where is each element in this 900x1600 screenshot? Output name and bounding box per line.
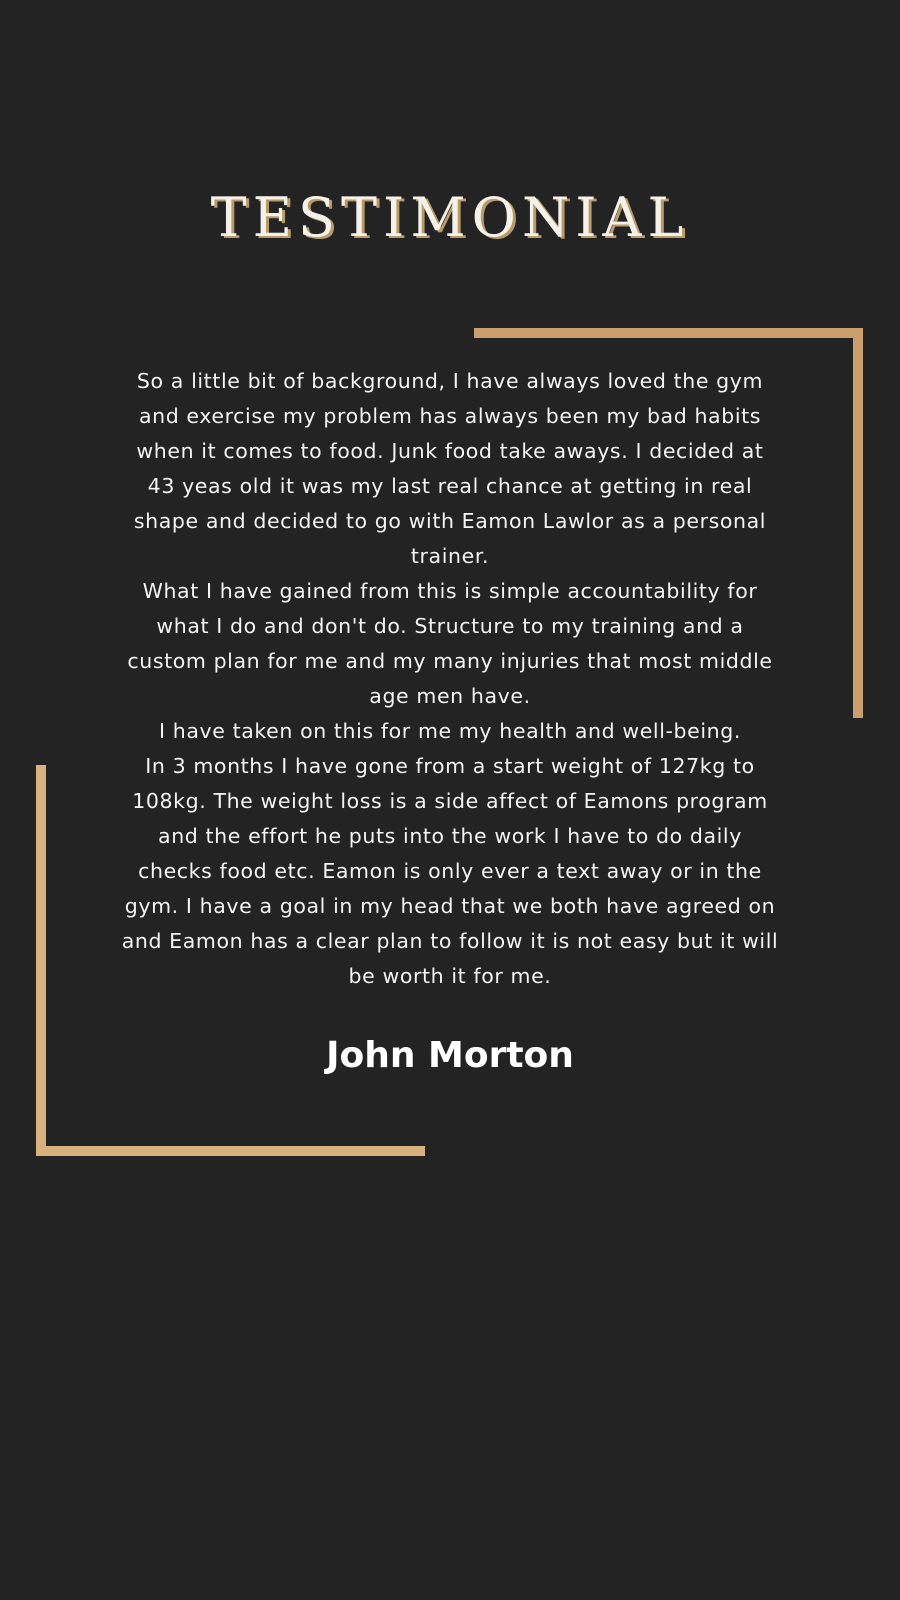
author-name: John Morton — [326, 1035, 574, 1076]
testimonial-paragraph: What I have gained from this is simple accountability for what I do and don't do. Structure to my training and a custom plan for me and my many injuries that most middle age men have. — [127, 579, 773, 708]
testimonial-paragraph: So a little bit of background, I have always loved the gym and exercise my problem has always been my bad habits when it comes to food. Junk food take aways. I decided at 43 yeas old it was my last real chance at getting in real shape and decided to go with Eamon Lawlor as a personal trainer. — [133, 369, 767, 568]
testimonial-paragraph: In 3 months I have gone from a start weight of 127kg to 108kg. The weight loss is a side affect of Eamons program and the effort he puts into the work I have to do daily checks food etc. Eamon is only ever a text away or in the gym. I have a goal in my head that we both have agreed on and Eamon has a clear plan to follow it is not easy but it will be worth it for me. — [121, 754, 779, 988]
testimonial-text — [120, 364, 780, 994]
page-title: TESTIMONIAL — [210, 186, 690, 249]
testimonial-paragraph: I have taken on this for me my health and well-being. — [159, 719, 741, 743]
